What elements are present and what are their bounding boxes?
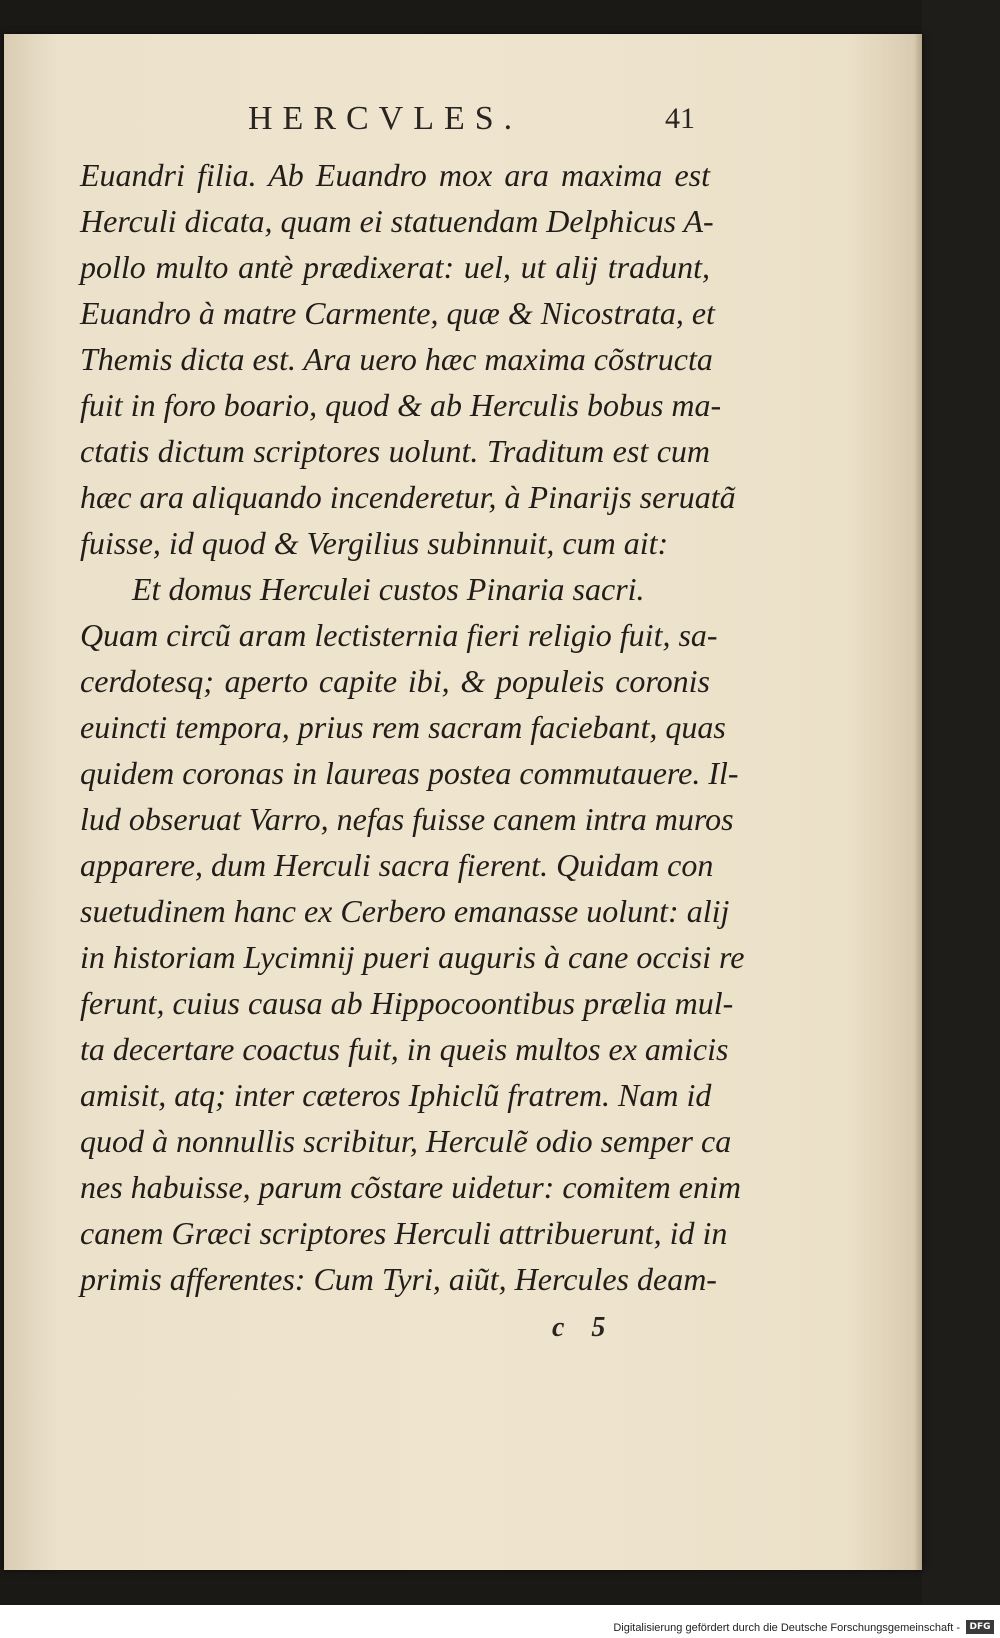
text-line: Themis dicta est. Ara uero hæc maxima cõstructa: [80, 341, 713, 377]
text-line: euincti tempora, prius rem sacram faciebant, quas: [80, 709, 726, 745]
text-line: Quam circũ aram lectisternia fieri religio fuit, sa-: [80, 617, 718, 653]
text-line: suetudinem hanc ex Cerbero emanasse uolunt: alij: [80, 893, 730, 929]
text-line: canem Græci scriptores Herculi attribuerunt, id in: [80, 1215, 728, 1251]
body-text: [80, 152, 745, 1302]
funding-notice: Digitalisierung gefördert durch die Deutsche Forschungsgemeinschaft -: [613, 1622, 960, 1634]
text-line: pollo multo antè prædixerat: uel, ut alij tradunt,: [80, 249, 710, 285]
text-line: fuisse, id quod & Vergilius subinnuit, cum ait:: [80, 525, 669, 561]
verse-quotation: Et domus Herculei custos Pinaria sacri.: [132, 571, 645, 607]
text-line: cerdotesq; aperto capite ibi, & populeis coronis: [80, 663, 710, 699]
text-line: quidem coronas in laureas postea commutauere. Il-: [80, 755, 739, 791]
text-line: Euandro à matre Carmente, quæ & Nicostrata, et: [80, 295, 715, 331]
text-line: fuit in foro boario, quod & ab Herculis bobus ma-: [80, 387, 722, 423]
signature-mark: c 5: [552, 1312, 616, 1343]
text-line: amisit, atq; inter cæteros Iphiclũ fratrem. Nam id: [80, 1077, 712, 1113]
text-line: apparere, dum Herculi sacra fierent. Quidam con: [80, 847, 714, 883]
text-line: Herculi dicata, quam ei statuendam Delphicus A-: [80, 203, 714, 239]
text-line: nes habuisse, parum cõstare uidetur: comitem enim: [80, 1169, 741, 1205]
text-line: in historiam Lycimnij pueri auguris à cane occisi re: [80, 939, 745, 975]
text-line: quod à nonnullis scribitur, Herculẽ odio semper ca: [80, 1123, 732, 1159]
text-line: ctatis dictum scriptores uolunt. Traditum est cum: [80, 433, 710, 469]
text-line: hæc ara aliquando incenderetur, à Pinarijs seruatã: [80, 479, 736, 515]
running-head: HERCVLES.: [248, 100, 523, 137]
text-line: ta decertare coactus fuit, in queis multos ex amicis: [80, 1031, 729, 1067]
text-line: primis afferentes: Cum Tyri, aiũt, Hercules deam-: [80, 1261, 717, 1297]
scan-right-margin: [922, 0, 1000, 1605]
text-line: Euandri filia. Ab Euandro mox ara maxima est: [80, 157, 710, 193]
text-line: ferunt, cuius causa ab Hippocoontibus prælia mul-: [80, 985, 734, 1021]
page-number: 41: [665, 102, 695, 135]
text-line: lud obseruat Varro, nefas fuisse canem intra muros: [80, 801, 734, 837]
dfg-logo-icon: DFG: [966, 1620, 994, 1634]
